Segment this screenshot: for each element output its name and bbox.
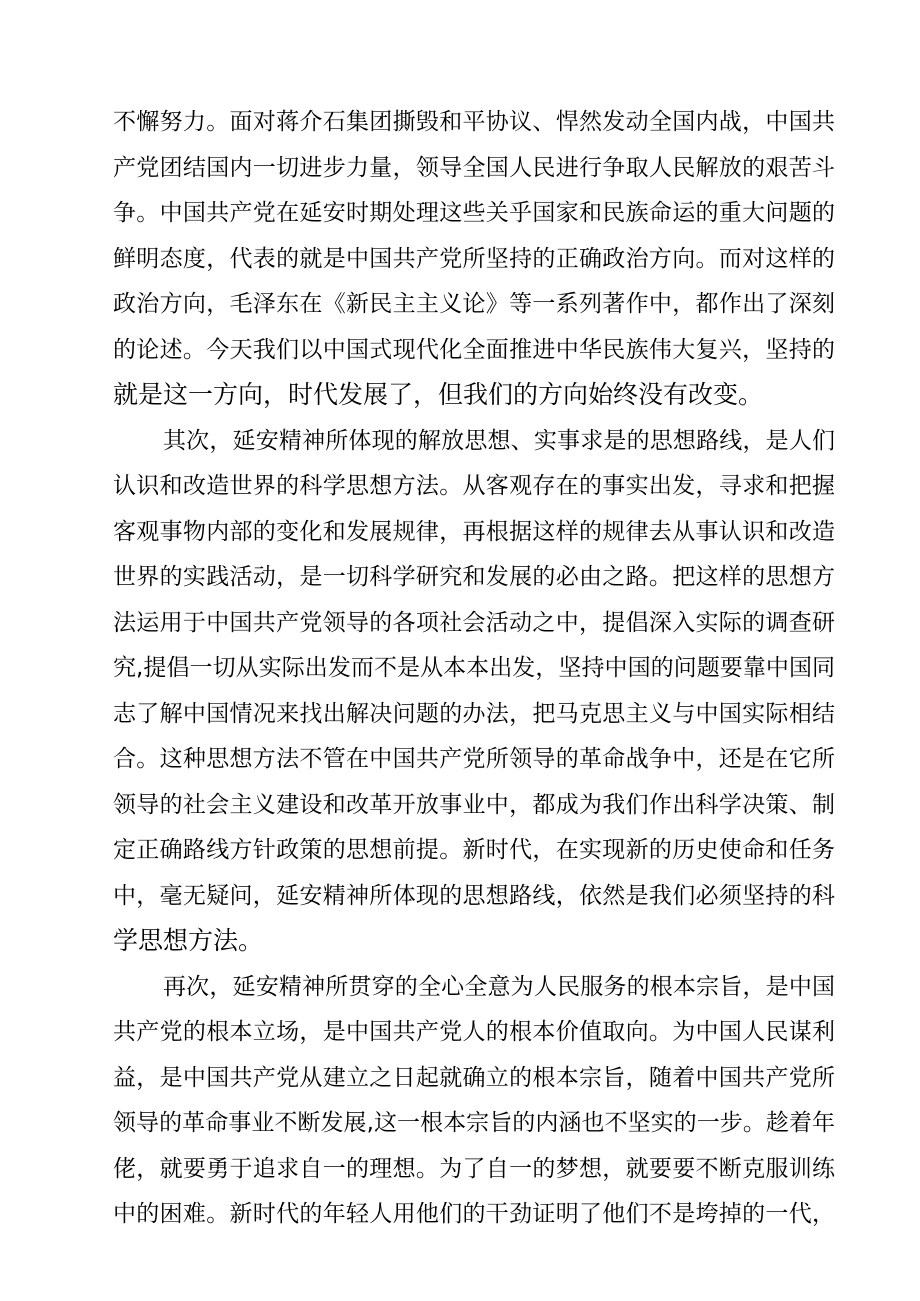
text-line: 中，毫无疑问，延安精神所体现的思想路线，依然是我们必须坚持的科: [113, 883, 835, 909]
text-line: 再次，延安精神所贯穿的全心全意为人民服务的根本宗旨，是中国: [163, 974, 835, 1000]
text-line: 佬，就要勇于追求自一的理想。为了自一的梦想，就要要不断克服训练: [113, 1156, 835, 1182]
text-line: 就是这一方向，时代发展了，但我们的方向始终没有改变。: [113, 380, 764, 409]
text-line: 世界的实践活动，是一切科学研究和发展的必由之路。把这样的思想方: [113, 564, 835, 590]
text-line: 合。这种思想方法不管在中国共产党所领导的革命战争中，还是在它所: [113, 746, 835, 772]
text-line: 法运用于中国共产党领导的各项社会活动之中，提倡深入实际的调查研: [113, 610, 835, 636]
text-line: 不懈努力。面对蒋介石集团撕毁和平协议、悍然发动全国内战，中国共: [113, 109, 835, 135]
text-line: 益，是中国共产党从建立之日起就确立的根本宗旨，随着中国共产党所: [113, 1065, 835, 1091]
text-line: 政治方向，毛泽东在《新民主主义论》等一系列著作中，都作出了深刻: [113, 291, 835, 317]
text-line: 中的困难。新时代的年轻人用他们的干劲证明了他们不是垮掉的一代，: [113, 1201, 835, 1227]
text-line: 争。中国共产党在延安时期处理这些关乎国家和民族命运的重大问题的: [113, 200, 835, 226]
text-line: 的论述。今天我们以中国式现代化全面推进中华民族伟大复兴，坚持的: [113, 337, 835, 363]
text-line: 领导的革命事业不断发展,这一根本宗旨的内涵也不坚实的一步。趁着年: [113, 1110, 835, 1136]
text-line: 客观事物内部的变化和发展规律，再根据这样的规律去从事认识和改造: [113, 519, 835, 545]
text-line: 究,提倡一切从实际出发而不是从本本出发，坚持中国的问题要靠中国同: [113, 655, 835, 681]
text-line: 学思想方法。: [113, 926, 264, 955]
text-line: 领导的社会主义建设和改革开放事业中，都成为我们作出科学决策、制: [113, 792, 835, 818]
text-line: 定正确路线方针政策的思想前提。新时代，在实现新的历史使命和任务: [113, 837, 835, 863]
text-line: 共产党的根本立场，是中国共产党人的根本价值取向。为中国人民谋利: [113, 1019, 835, 1045]
text-line: 其次，延安精神所体现的解放思想、实事求是的思想路线，是人们: [163, 428, 835, 454]
text-line: 认识和改造世界的科学思想方法。从客观存在的事实出发，寻求和把握: [113, 473, 835, 499]
text-line: 产党团结国内一切进步力量，领导全国人民进行争取人民解放的艰苦斗: [113, 155, 835, 181]
text-line: 鲜明态度，代表的就是中国共产党所坚持的正确政治方向。而对这样的: [113, 246, 835, 272]
text-line: 志了解中国情况来找出解决问题的办法，把马克思主义与中国实际相结: [113, 701, 835, 727]
